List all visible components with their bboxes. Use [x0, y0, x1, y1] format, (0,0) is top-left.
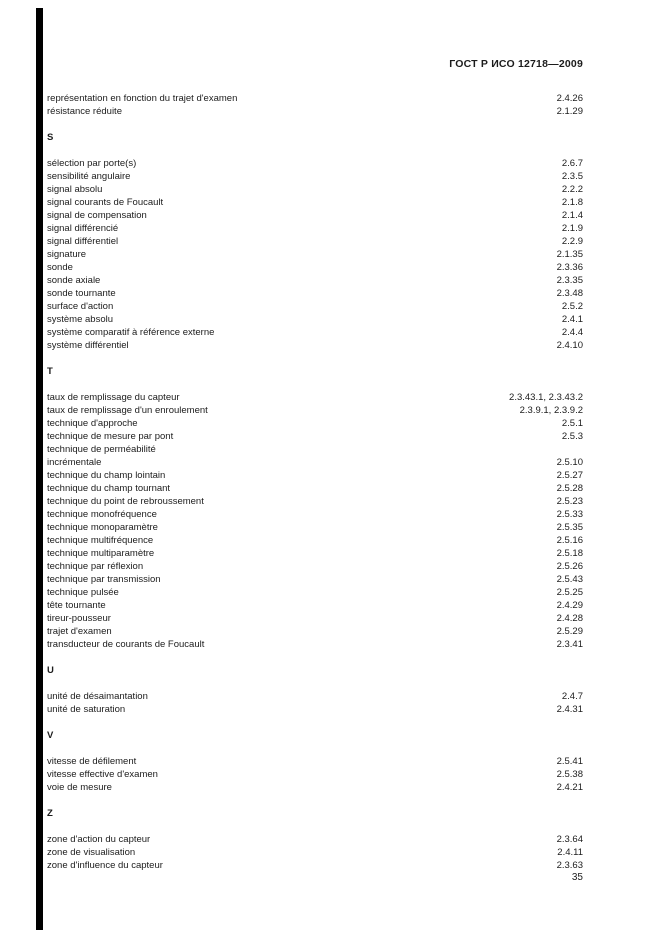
ref-number: 2.5.38 [556, 769, 583, 780]
index-entry [47, 573, 583, 586]
ref-number: 2.4.29 [556, 600, 583, 611]
index-entry [47, 417, 583, 430]
section-letter: S [47, 132, 54, 143]
ref-number: 2.4.10 [556, 340, 583, 351]
index-entry [47, 261, 583, 274]
ref-number: 2.5.43 [556, 574, 583, 585]
index-entry [47, 274, 583, 287]
term-text: tireur-pousseur [47, 613, 111, 624]
section-letter: V [47, 730, 54, 741]
term-text: surface d'action [47, 301, 114, 312]
term-text: technique monofréquence [47, 509, 157, 520]
ref-number: 2.5.2 [561, 301, 583, 312]
index-entry [47, 183, 583, 196]
ref-number: 2.1.9 [561, 223, 583, 234]
ref-number: 2.4.1 [561, 314, 583, 325]
index-entry [47, 612, 583, 625]
ref-number: 2.4.26 [556, 93, 583, 104]
term-text: technique pulsée [47, 587, 119, 598]
index-entry [47, 170, 583, 183]
ref-number: 2.1.8 [561, 197, 583, 208]
index-entry [47, 196, 583, 209]
index-entry [47, 105, 583, 118]
ref-number: 2.5.27 [556, 470, 583, 481]
term-text: technique du champ tournant [47, 483, 171, 494]
index-entry [47, 547, 583, 560]
term-text: technique multifréquence [47, 535, 154, 546]
term-text: sonde tournante [47, 288, 116, 299]
term-text: technique de mesure par pont [47, 431, 174, 442]
term-text: zone de visualisation [47, 847, 136, 858]
term-text: sonde axiale [47, 275, 101, 286]
ref-number: 2.4.4 [561, 327, 583, 338]
term-text: technique de perméabilité [47, 444, 156, 455]
index-entry [47, 456, 583, 469]
term-text: système différentiel [47, 340, 129, 351]
term-text: trajet d'examen [47, 626, 112, 637]
ref-number: 2.5.25 [556, 587, 583, 598]
term-text: technique par réflexion [47, 561, 144, 572]
index-entry [47, 326, 583, 339]
term-text: technique d'approche [47, 418, 138, 429]
ref-number: 2.3.63 [556, 860, 583, 871]
ref-number: 2.5.18 [556, 548, 583, 559]
term-text: technique du point de rebroussement [47, 496, 204, 507]
index-entry [47, 469, 583, 482]
ref-number: 2.4.31 [556, 704, 583, 715]
term-text: vitesse effective d'examen [47, 769, 158, 780]
term-text: technique multiparamètre [47, 548, 155, 559]
ref-number: 2.5.23 [556, 496, 583, 507]
ref-number: 2.3.35 [556, 275, 583, 286]
term-text: signal différentiel [47, 236, 119, 247]
index-entry [47, 287, 583, 300]
index-entry [47, 430, 583, 443]
index-entry [47, 92, 583, 105]
term-text: incrémentale [47, 457, 102, 468]
ref-number: 2.3.64 [556, 834, 583, 845]
term-text: voie de mesure [47, 782, 112, 793]
index-entry [47, 703, 583, 716]
ref-number: 2.5.35 [556, 522, 583, 533]
index-entry [47, 482, 583, 495]
index-entry [47, 846, 583, 859]
index-entry [47, 781, 583, 794]
term-text: tête tournante [47, 600, 106, 611]
index-entry [47, 521, 583, 534]
ref-number: 2.5.28 [556, 483, 583, 494]
ref-number: 2.5.16 [556, 535, 583, 546]
index-entry [47, 248, 583, 261]
ref-number: 2.3.9.1, 2.3.9.2 [519, 405, 583, 416]
section-letter: T [47, 366, 53, 377]
term-text: sélection par porte(s) [47, 158, 137, 169]
index-entry [47, 833, 583, 846]
term-text: sensibilité angulaire [47, 171, 131, 182]
ref-number: 2.6.7 [561, 158, 583, 169]
ref-number: 2.4.11 [557, 847, 583, 858]
term-text: signal différencié [47, 223, 119, 234]
index-entry [47, 755, 583, 768]
document-header: ГОСТ Р ИСО 12718—2009 [449, 58, 583, 70]
ref-number: 2.3.48 [556, 288, 583, 299]
index-entry [47, 768, 583, 781]
ref-number: 2.4.21 [556, 782, 583, 793]
index-entry [47, 586, 583, 599]
ref-number: 2.4.28 [556, 613, 583, 624]
term-text: zone d'influence du capteur [47, 860, 163, 871]
ref-number: 2.2.2 [561, 184, 583, 195]
ref-number: 2.1.29 [556, 106, 583, 117]
index-entry [47, 404, 583, 417]
term-text: taux de remplissage d'un enroulement [47, 405, 208, 416]
section-letter: Z [47, 808, 53, 819]
section-letter: U [47, 665, 54, 676]
index-entry [47, 339, 583, 352]
term-text: système absolu [47, 314, 114, 325]
index-entry [47, 391, 583, 404]
term-text: transducteur de courants de Foucault [47, 639, 205, 650]
index-entry [47, 534, 583, 547]
term-text: unité de saturation [47, 704, 126, 715]
ref-number: 2.5.29 [556, 626, 583, 637]
term-text: technique monoparamètre [47, 522, 158, 533]
ref-number: 2.3.41 [556, 639, 583, 650]
ref-number: 2.5.3 [561, 431, 583, 442]
index-entry [47, 508, 583, 521]
index-entry [47, 209, 583, 222]
ref-number: 2.3.5 [561, 171, 583, 182]
index-entry [47, 313, 583, 326]
index-entry [47, 560, 583, 573]
ref-number: 2.5.10 [556, 457, 583, 468]
ref-number: 2.3.43.1, 2.3.43.2 [509, 392, 583, 403]
index-entry [47, 222, 583, 235]
index-entry [47, 690, 583, 703]
term-text: technique du champ lointain [47, 470, 166, 481]
ref-number: 2.5.33 [556, 509, 583, 520]
ref-number: 2.2.9 [561, 236, 583, 247]
term-text: signal absolu [47, 184, 103, 195]
term-text: unité de désaimantation [47, 691, 148, 702]
index-entry [47, 859, 583, 872]
ref-number: 2.5.26 [556, 561, 583, 572]
index-entry [47, 443, 583, 456]
term-text: système comparatif à référence externe [47, 327, 215, 338]
term-text: signature [47, 249, 87, 260]
term-text: zone d'action du capteur [47, 834, 151, 845]
term-text: signal de compensation [47, 210, 147, 221]
term-text: représentation en fonction du trajet d'examen [47, 93, 238, 104]
ref-number: 2.5.1 [561, 418, 583, 429]
index-entry [47, 625, 583, 638]
index-entry [47, 599, 583, 612]
term-text: sonde [47, 262, 73, 273]
term-text: vitesse de défilement [47, 756, 137, 767]
term-text: signal courants de Foucault [47, 197, 164, 208]
ref-number: 2.1.35 [556, 249, 583, 260]
index-entry [47, 495, 583, 508]
page-number: 35 [571, 872, 583, 883]
ref-number: 2.5.41 [556, 756, 583, 767]
ref-number: 2.1.4 [561, 210, 583, 221]
index-body [47, 92, 583, 872]
index-entry [47, 300, 583, 313]
term-text: résistance réduite [47, 106, 122, 117]
page-content [47, 58, 583, 872]
index-entry [47, 235, 583, 248]
term-text: technique par transmission [47, 574, 161, 585]
index-entry [47, 638, 583, 651]
term-text: taux de remplissage du capteur [47, 392, 180, 403]
ref-number: 2.4.7 [561, 691, 583, 702]
index-entry [47, 157, 583, 170]
ref-number: 2.3.36 [556, 262, 583, 273]
left-binding-bar [36, 8, 43, 930]
